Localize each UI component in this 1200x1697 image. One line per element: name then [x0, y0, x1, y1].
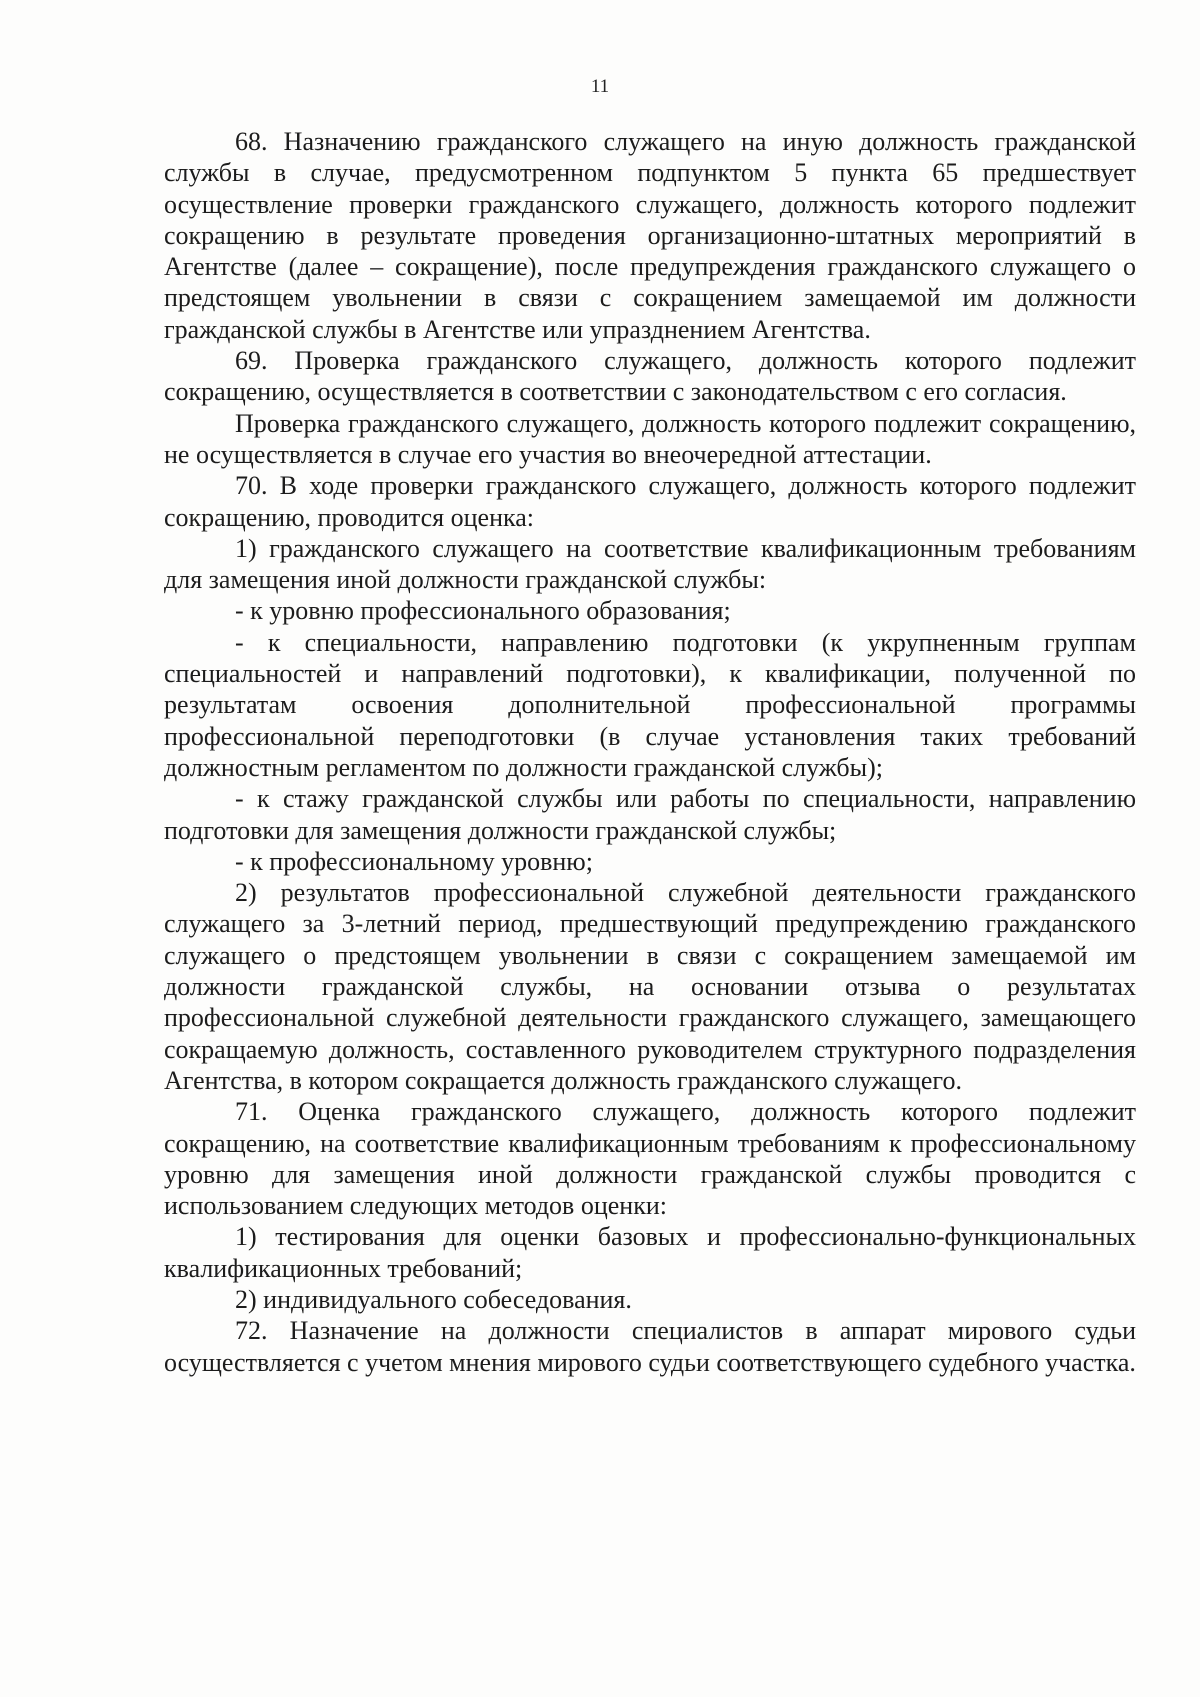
- paragraph-68: 68. Назначению гражданского служащего на иную должность гражданской службы в случае, предусмотренном подпунктом 5 пункта 65 предшествует осуществление проверки гражданского служащего, должность которого подлежит сокращению в результате проведения организационно-штатных мероприятий в Агентстве (далее – сокращение), после предупреждения гражданского служащего о предстоящем увольнении в связи с сокращением замещаемой им должности гражданской службы в Агентстве или упразднением Агентства.: [164, 127, 1136, 344]
- paragraph-69: 69. Проверка гражданского служащего, должность которого подлежит сокращению, осуществляется в соответствии с законодательством с его согласия.: [164, 346, 1136, 407]
- list-item-70-2: 2) результатов профессиональной служебной деятельности гражданского служащего за 3-летний период, предшествующий предупреждению гражданского служащего о предстоящем увольнении в связи с сокращением замещаемой им должности гражданской службы, на основании отзыва о результатах профессиональной служебной деятельности гражданского служащего, замещающего сокращаемую должность, составленного руководителем структурного подразделения Агентства, в котором сокращается должность гражданского служащего.: [164, 878, 1136, 1095]
- list-subitem-experience: - к стажу гражданской службы или работы по специальности, направлению подготовки для замещения должности гражданской службы;: [164, 784, 1136, 845]
- list-item-71-2: 2) индивидуального собеседования.: [235, 1284, 632, 1314]
- paragraph-69-continued: Проверка гражданского служащего, должность которого подлежит сокращению, не осуществляется в случае его участия во внеочередной аттестации.: [164, 408, 1136, 469]
- document-body: [164, 126, 1136, 1378]
- page-number: 11: [590, 76, 610, 97]
- list-subitem-specialty: - к специальности, направлению подготовки (к укрупненным группам специальностей и направлений подготовки), к квалификации, полученной по результатам освоения дополнительной профессиональной программы профессиональной переподготовки (в случае установления таких требований должностным регламентом по должности гражданской службы);: [164, 627, 1136, 782]
- list-item-70-1: 1) гражданского служащего на соответствие квалификационным требованиям для замещения иной должности гражданской службы:: [164, 533, 1136, 595]
- paragraph-72: 72. Назначение на должности специалистов в аппарат мирового судьи осуществляется с учетом мнения мирового судьи соответствующего судебного участка.: [164, 1316, 1136, 1377]
- paragraph-71: 71. Оценка гражданского служащего, должность которого подлежит сокращению, на соответствие квалификационным требованиям к профессиональному уровню для замещения иной должности гражданской службы проводится с использованием следующих методов оценки:: [164, 1097, 1136, 1221]
- list-subitem-professional-level: - к профессиональному уровню;: [235, 846, 593, 876]
- list-item-71-1: 1) тестирования для оценки базовых и профессионально-функциональных квалификационных требований;: [164, 1222, 1136, 1283]
- list-subitem-education: - к уровню профессионального образования;: [235, 596, 731, 626]
- paragraph-70: 70. В ходе проверки гражданского служащего, должность которого подлежит сокращению, проводится оценка:: [164, 471, 1136, 532]
